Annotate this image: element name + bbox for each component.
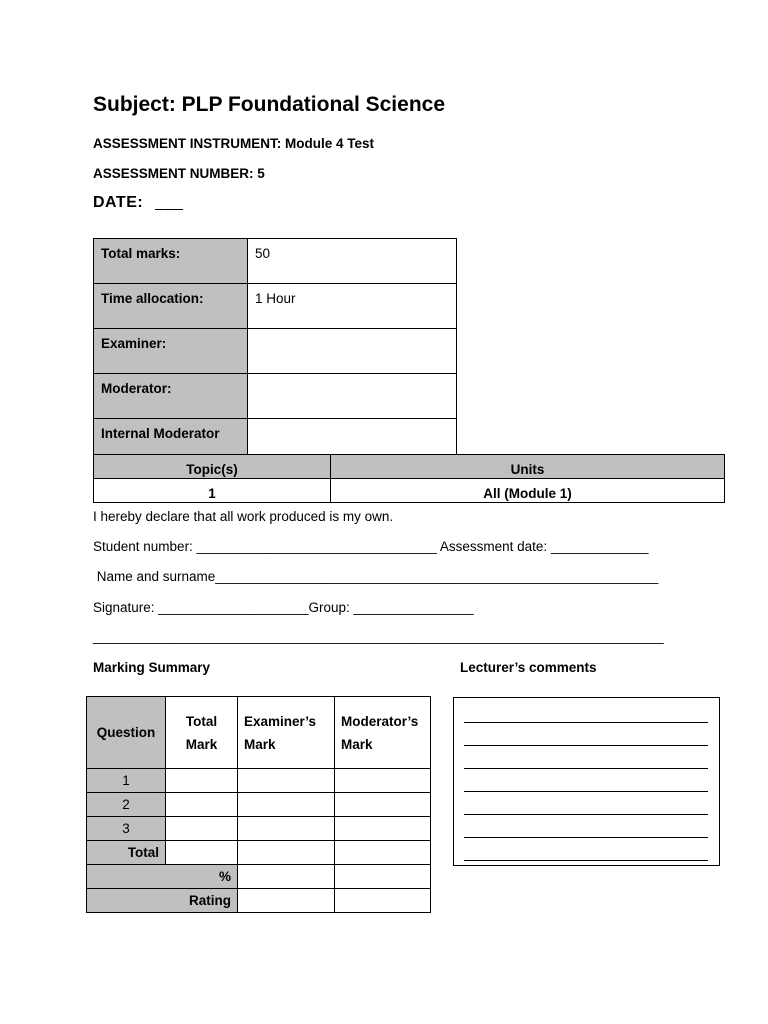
info-label: Time allocation: [94, 284, 248, 329]
examiner-mark-cell[interactable] [238, 793, 335, 817]
comment-line [464, 791, 708, 792]
total-mark-header-line2: Mark [185, 736, 218, 752]
date-value: ___ [155, 194, 184, 211]
question-row [87, 793, 431, 817]
info-value [248, 329, 457, 374]
lecturer-comments-box[interactable] [453, 697, 720, 866]
moderator-mark-header [335, 697, 431, 769]
student-number-line[interactable]: Student number: ________________________________ Assessment date: _____________ [93, 539, 649, 554]
marking-summary-title: Marking Summary [93, 660, 211, 675]
info-label: Examiner: [94, 329, 248, 374]
total-mark-header [166, 697, 238, 769]
marking-header-row [87, 697, 431, 769]
moderator-mark-header-line1: Moderator’s [341, 713, 419, 729]
question-number: 1 [87, 769, 166, 793]
question-header: Question [87, 697, 166, 769]
signature-group-line[interactable]: Signature: ____________________Group: ________________ [93, 600, 474, 615]
assessment-info-table [93, 238, 457, 464]
date-label: DATE: [93, 194, 144, 211]
topics-row [94, 479, 725, 503]
total-mark-cell[interactable] [166, 817, 238, 841]
topic-value: 1 [94, 479, 331, 503]
info-row-time-allocation [94, 284, 457, 329]
examiner-rating-cell[interactable] [238, 889, 335, 913]
total-row [87, 841, 431, 865]
info-value [248, 374, 457, 419]
assessment-number: ASSESSMENT NUMBER: 5 [93, 166, 265, 181]
topics-header-row [94, 455, 725, 479]
blank-line: ____________________________________________________________________________ [93, 629, 664, 644]
examiner-percent-cell[interactable] [238, 865, 335, 889]
comment-line [464, 860, 708, 861]
examiner-mark-cell[interactable] [238, 817, 335, 841]
moderator-mark-cell[interactable] [335, 817, 431, 841]
moderator-mark-cell[interactable] [335, 769, 431, 793]
rating-label: Rating [87, 889, 238, 913]
rating-row [87, 889, 431, 913]
topics-table [93, 454, 725, 503]
examiner-mark-header-line1: Examiner’s [244, 713, 317, 729]
comment-line [464, 837, 708, 838]
marking-summary-table [86, 696, 431, 913]
info-value: 50 [248, 239, 457, 284]
question-number: 2 [87, 793, 166, 817]
declaration-statement: I hereby declare that all work produced is my own. [93, 509, 394, 524]
question-number: 3 [87, 817, 166, 841]
info-label: Moderator: [94, 374, 248, 419]
lecturer-comments-title: Lecturer’s comments [460, 660, 597, 675]
examiner-mark-header [238, 697, 335, 769]
examiner-mark-cell[interactable] [238, 769, 335, 793]
info-row-examiner [94, 329, 457, 374]
comment-line [464, 722, 708, 723]
total-mark-cell[interactable] [166, 793, 238, 817]
units-value: All (Module 1) [331, 479, 725, 503]
examiner-mark-header-line2: Mark [244, 736, 276, 752]
total-label: Total [87, 841, 166, 865]
moderator-percent-cell[interactable] [335, 865, 431, 889]
name-surname-line[interactable]: Name and surname___________________________________________________________ [93, 569, 659, 584]
percent-row [87, 865, 431, 889]
comment-line [464, 814, 708, 815]
info-row-total-marks [94, 239, 457, 284]
total-mark-cell[interactable] [166, 841, 238, 865]
topics-header: Topic(s) [94, 455, 331, 479]
comment-line [464, 768, 708, 769]
info-value: 1 Hour [248, 284, 457, 329]
subject-title: Subject: PLP Foundational Science [93, 93, 446, 116]
info-label: Total marks: [94, 239, 248, 284]
examiner-mark-cell[interactable] [238, 841, 335, 865]
units-header: Units [331, 455, 725, 479]
percent-label: % [87, 865, 238, 889]
total-mark-header-line1: Total [185, 713, 218, 729]
date-field [93, 194, 183, 212]
moderator-rating-cell[interactable] [335, 889, 431, 913]
moderator-mark-cell[interactable] [335, 841, 431, 865]
moderator-mark-header-line2: Mark [341, 736, 373, 752]
info-row-moderator [94, 374, 457, 419]
question-row [87, 817, 431, 841]
question-row [87, 769, 431, 793]
assessment-instrument: ASSESSMENT INSTRUMENT: Module 4 Test [93, 136, 375, 151]
moderator-mark-cell[interactable] [335, 793, 431, 817]
total-mark-cell[interactable] [166, 769, 238, 793]
info-label: Internal Moderator [94, 419, 248, 464]
comment-line [464, 745, 708, 746]
